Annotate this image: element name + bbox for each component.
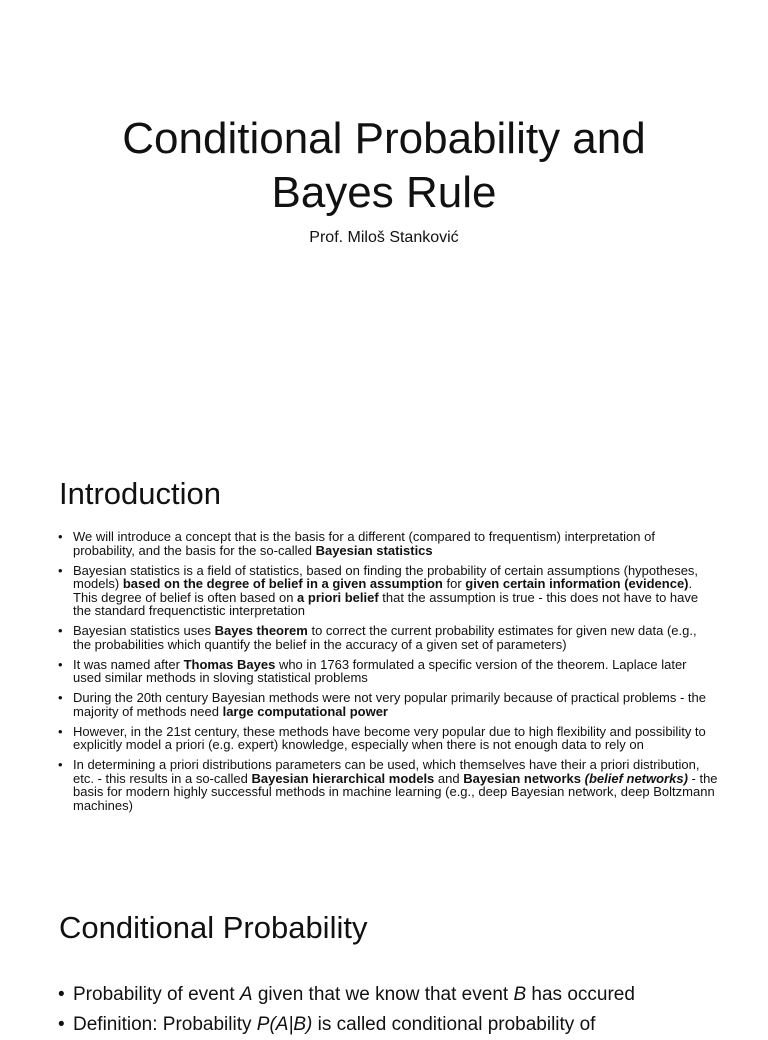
bullet-icon: • (58, 690, 63, 705)
bullet-icon: • (58, 656, 63, 672)
list-item (58, 564, 718, 618)
list-item (58, 1010, 748, 1040)
list-item (58, 658, 718, 685)
bullet-text: Probability of event (73, 984, 240, 1005)
bullet-text: and (434, 770, 464, 786)
bullet-list (58, 980, 748, 1040)
math-variable: B (513, 984, 527, 1005)
bullet-bold-text: large computational power (222, 703, 388, 719)
bullet-text: for (442, 576, 466, 591)
bullet-text: . This degree of belief is often based on (73, 576, 693, 605)
bullet-bold-text: Bayesian statistics (315, 542, 433, 558)
bullet-icon: • (58, 1014, 65, 1035)
bullet-icon: • (58, 562, 63, 578)
title-line-2: Bayes Rule (271, 168, 497, 217)
title-slide (0, 0, 768, 432)
bullet-bold-text: a priori belief (297, 589, 379, 605)
bullet-text: It was named after (73, 656, 184, 672)
bullet-text: - the basis for modern highly successful methods in machine learning (e.g., deep Bayesian network, deep Boltzmann machines) (73, 770, 718, 813)
slide-heading: Introduction (59, 476, 221, 511)
bullet-text: We will introduce a concept that is the basis for a different (compared to frequentism) interpretation of probability, and the basis for the so-called (73, 529, 655, 558)
bullet-text: In determining a priori distributions parameters can be used, which themselves have their a priori distribution, etc. - this results in a so-called (73, 757, 700, 786)
bullet-bold-text: Bayes theorem (214, 623, 308, 638)
bullet-text: Bayesian statistics uses (73, 623, 215, 638)
bullet-bold-italic-text: (belief networks) (584, 770, 688, 786)
list-item (58, 980, 748, 1010)
list-item (58, 691, 718, 718)
list-item (58, 725, 718, 752)
bullet-text: Bayesian statistics is a field of statistics, based on finding the probability of certain assumptions (hypotheses, models) (73, 562, 699, 591)
bullet-icon: • (58, 757, 63, 772)
introduction-slide (0, 440, 768, 872)
bullet-bold-text: given certain information (evidence) (465, 576, 689, 591)
math-variable: A (239, 984, 253, 1005)
bullet-icon: • (58, 723, 63, 739)
bullet-text: However, in the 21st century, these methods have become very popular due to high flexibility and possibility to explicitly model a priori (e.g. expert) knowledge, especially when there is not enough data to rely on (73, 723, 706, 752)
bullet-bold-text: Bayesian networks (463, 770, 581, 786)
bullet-text: to correct the current probability estimates for given new data (e.g., the probabilities which quantify the belief in the accuracy of a given set of parameters) (73, 623, 697, 652)
bullet-text: Definition: Probability (73, 1014, 257, 1035)
bullet-text: is called conditional probability of (312, 1014, 596, 1035)
bullet-list (58, 530, 718, 819)
math-expression: P(A|B) (256, 1014, 313, 1035)
bullet-text: given that we know that event (252, 984, 514, 1005)
bullet-text: During the 20th century Bayesian methods were not very popular primarily because of practical problems - the majority of methods need (73, 690, 706, 719)
title-line-1: Conditional Probability and (122, 114, 646, 163)
bullet-text: that the assumption is true - this does not have to have the standard frequenctistic interpretation (73, 589, 699, 618)
bullet-text: who in 1763 formulated a specific version of the theorem. Laplace later used similar methods in sloving statistical problems (73, 656, 687, 685)
list-item (58, 624, 718, 651)
slide-heading: Conditional Probability (59, 910, 368, 945)
bullet-icon: • (58, 623, 63, 638)
presentation-title (80, 112, 688, 220)
list-item (58, 758, 718, 812)
bullet-bold-text: based on the degree of belief in a given assumption (122, 576, 443, 591)
bullet-icon: • (58, 529, 63, 544)
bullet-bold-text: Bayesian hierarchical models (251, 770, 435, 786)
bullet-icon: • (58, 984, 65, 1005)
bullet-bold-text: Thomas Bayes (183, 656, 276, 672)
bullet-text: has occured (526, 984, 635, 1005)
author-name: Prof. Miloš Stanković (309, 229, 459, 246)
list-item (58, 530, 718, 557)
conditional-probability-slide (0, 880, 768, 1035)
